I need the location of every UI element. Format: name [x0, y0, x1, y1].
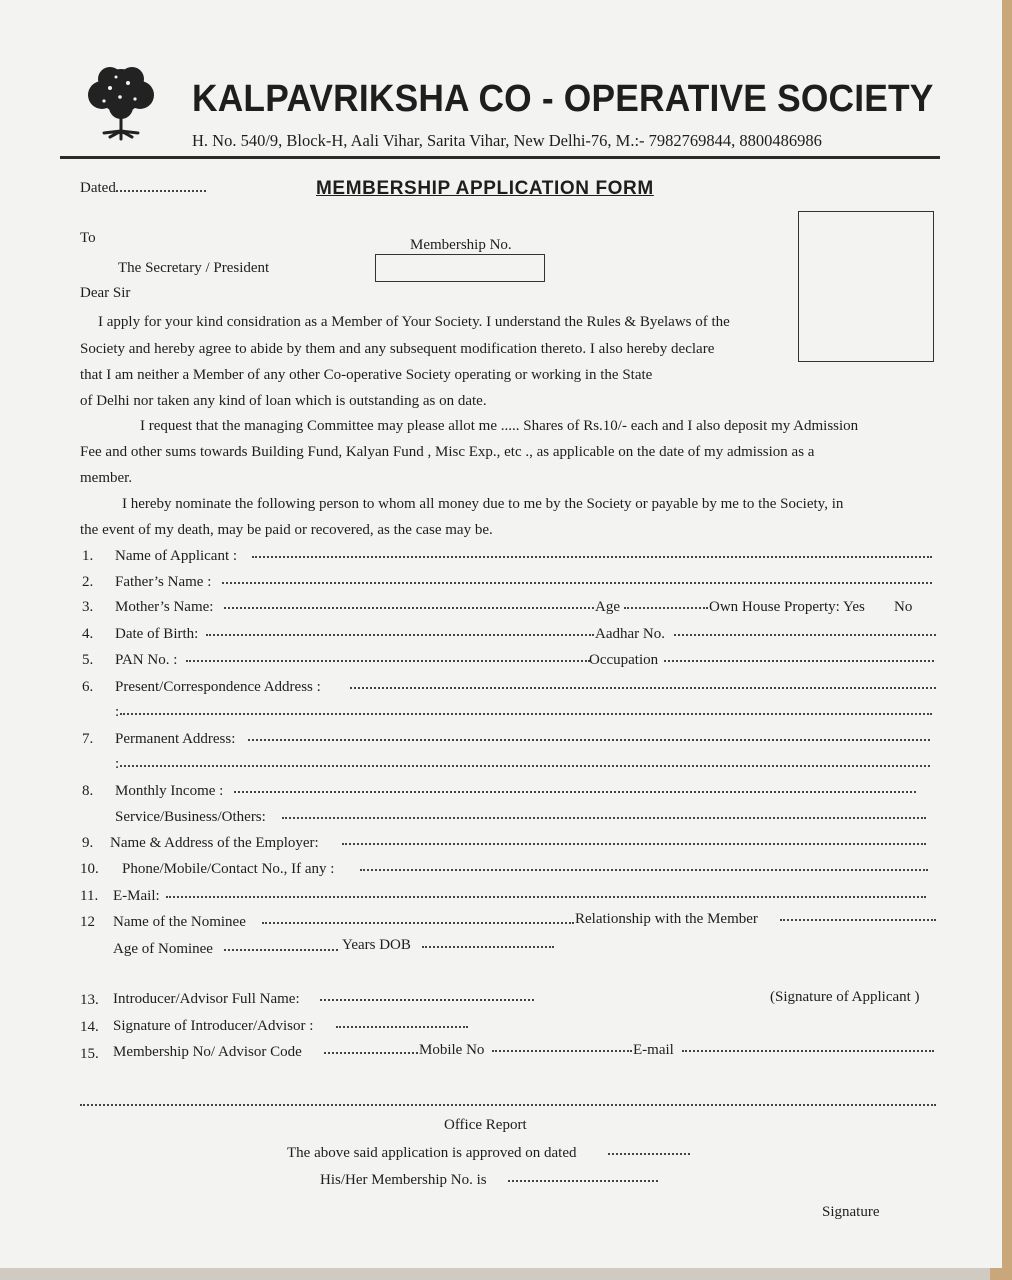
para1-line3: that I am neither a Member of any other Co-operative Society operating or working in the State	[80, 367, 653, 383]
dob-label: Date of Birth:	[115, 626, 199, 642]
monthly-income-blank[interactable]	[234, 791, 916, 793]
para1-line2: Society and hereby agree to abide by them and any subsequent modification thereto. I also hereby declare	[80, 341, 715, 357]
approved-label: The above said application is approved on dated	[287, 1145, 577, 1161]
field-number: 5.	[82, 652, 94, 668]
office-report-title: Office Report	[444, 1117, 527, 1133]
aadhar-blank[interactable]	[674, 634, 936, 636]
field-number: 8.	[82, 783, 94, 799]
introducer-signature-label: Signature of Introducer/Advisor :	[113, 1018, 314, 1034]
society-address: H. No. 540/9, Block-H, Aali Vihar, Sarita Vihar, New Delhi-76, M.:- 7982769844, 8800486986	[192, 131, 822, 150]
office-separator	[80, 1104, 936, 1106]
applicant-name-blank[interactable]	[252, 556, 932, 558]
introducer-signature-blank[interactable]	[336, 1026, 468, 1028]
field-number: 14.	[80, 1019, 99, 1035]
nominee-name-label: Name of the Nominee	[113, 914, 246, 930]
recipient: The Secretary / President	[118, 260, 270, 276]
employer-blank[interactable]	[342, 843, 926, 845]
society-name: KALPAVRIKSHA CO - OPERATIVE SOCIETY	[192, 78, 934, 120]
pan-blank[interactable]	[186, 660, 590, 662]
present-address-blank[interactable]	[350, 687, 936, 689]
advisor-code-blank[interactable]	[324, 1052, 418, 1054]
field-number: 12	[80, 914, 95, 930]
aadhar-label: Aadhar No.	[595, 626, 665, 642]
introducer-name-label: Introducer/Advisor Full Name:	[113, 991, 300, 1007]
service-business-blank[interactable]	[282, 817, 926, 819]
field-number: 7.	[82, 731, 94, 747]
dob-blank[interactable]	[206, 634, 594, 636]
present-address-label: Present/Correspondence Address :	[115, 679, 321, 695]
occupation-blank[interactable]	[664, 660, 934, 662]
applicant-name-label: Name of Applicant :	[115, 548, 238, 564]
header-divider	[60, 156, 940, 159]
office-signature-label: Signature	[822, 1204, 880, 1220]
email-label: E-Mail:	[113, 888, 160, 904]
para2-line2: Fee and other sums towards Building Fund, Kalyan Fund , Misc Exp., etc ., as applicable on the date of my admission as a	[80, 444, 815, 460]
para1-line1: I apply for your kind considration as a Member of Your Society. I understand the Rules & Byelaws of the	[98, 314, 730, 330]
form-title: MEMBERSHIP APPLICATION FORM	[316, 178, 654, 199]
field-number: 2.	[82, 574, 94, 590]
mother-name-blank[interactable]	[224, 607, 594, 609]
field-number: 9.	[82, 835, 94, 851]
photo-box[interactable]	[798, 211, 934, 362]
applicant-signature-label: (Signature of Applicant )	[770, 989, 920, 1005]
email-blank[interactable]	[166, 896, 926, 898]
membership-no-label: Membership No.	[410, 237, 512, 253]
own-house-no[interactable]: No	[894, 599, 913, 615]
salutation: Dear Sir	[80, 285, 131, 301]
nominee-name-blank[interactable]	[262, 922, 574, 924]
monthly-income-label: Monthly Income :	[115, 783, 224, 799]
field-number: 13.	[80, 992, 99, 1008]
father-name-label: Father’s Name :	[115, 574, 212, 590]
age-label: Age	[595, 599, 620, 615]
approved-date-blank[interactable]	[608, 1153, 690, 1155]
dated-field	[80, 178, 206, 197]
para3-line1: I hereby nominate the following person to whom all money due to me by the Society or payable by me to the Society, in	[122, 496, 844, 512]
para3-line2: the event of my death, may be paid or recovered, as the case may be.	[80, 522, 493, 538]
nominee-age-label: Age of Nominee	[113, 941, 213, 957]
permanent-address-blank[interactable]	[248, 739, 930, 741]
occupation-label: Occupation	[589, 652, 659, 668]
phone-blank[interactable]	[360, 869, 928, 871]
field-number: 3.	[82, 599, 94, 615]
dated-label: Dated	[80, 180, 116, 196]
mobile-blank[interactable]	[492, 1050, 632, 1052]
membership-no-issued-blank[interactable]	[508, 1180, 658, 1182]
field-number: 4.	[82, 626, 94, 642]
field-number: 1.	[82, 548, 94, 564]
mobile-label: Mobile No	[419, 1042, 485, 1058]
phone-label: Phone/Mobile/Contact No., If any :	[122, 861, 335, 877]
nominee-age-blank[interactable]	[224, 949, 338, 951]
present-address-blank-2[interactable]	[120, 713, 932, 715]
para1-line4: of Delhi nor taken any kind of loan which is outstanding as on date.	[80, 393, 487, 409]
field-number: 15.	[80, 1046, 99, 1062]
continuation-colon: :	[115, 756, 120, 772]
nominee-dob-blank[interactable]	[422, 946, 554, 948]
field-number: 10.	[80, 861, 99, 877]
permanent-address-blank-2[interactable]	[120, 765, 930, 767]
field-number: 11.	[80, 888, 99, 904]
para2-line1: I request that the managing Committee may please allot me ..... Shares of Rs.10/- each and I also deposit my Admission	[140, 418, 859, 434]
relationship-label: Relationship with the Member	[575, 911, 758, 927]
mother-name-label: Mother’s Name:	[115, 599, 214, 615]
own-house-label[interactable]: Own House Property: Yes	[709, 599, 865, 615]
years-dob-label: Years DOB	[342, 937, 411, 953]
advisor-code-label: Membership No/ Advisor Code	[113, 1044, 302, 1060]
continuation-colon: :	[115, 704, 120, 720]
para2-line3: member.	[80, 470, 133, 486]
employer-label: Name & Address of the Employer:	[110, 835, 319, 851]
age-blank[interactable]	[624, 607, 708, 609]
permanent-address-label: Permanent Address:	[115, 731, 236, 747]
pan-label: PAN No. :	[115, 652, 178, 668]
tree-logo-icon	[80, 63, 162, 143]
introducer-name-blank[interactable]	[320, 999, 534, 1001]
relationship-blank[interactable]	[780, 919, 936, 921]
membership-no-issued-label: His/Her Membership No. is	[320, 1172, 487, 1188]
father-name-blank[interactable]	[222, 582, 932, 584]
advisor-email-label: E-mail	[633, 1042, 674, 1058]
membership-no-box[interactable]	[375, 254, 545, 282]
to-label: To	[80, 230, 96, 246]
service-business-label: Service/Business/Others:	[115, 809, 266, 825]
advisor-email-blank[interactable]	[682, 1050, 934, 1052]
dated-blank[interactable]	[116, 178, 206, 192]
field-number: 6.	[82, 679, 94, 695]
